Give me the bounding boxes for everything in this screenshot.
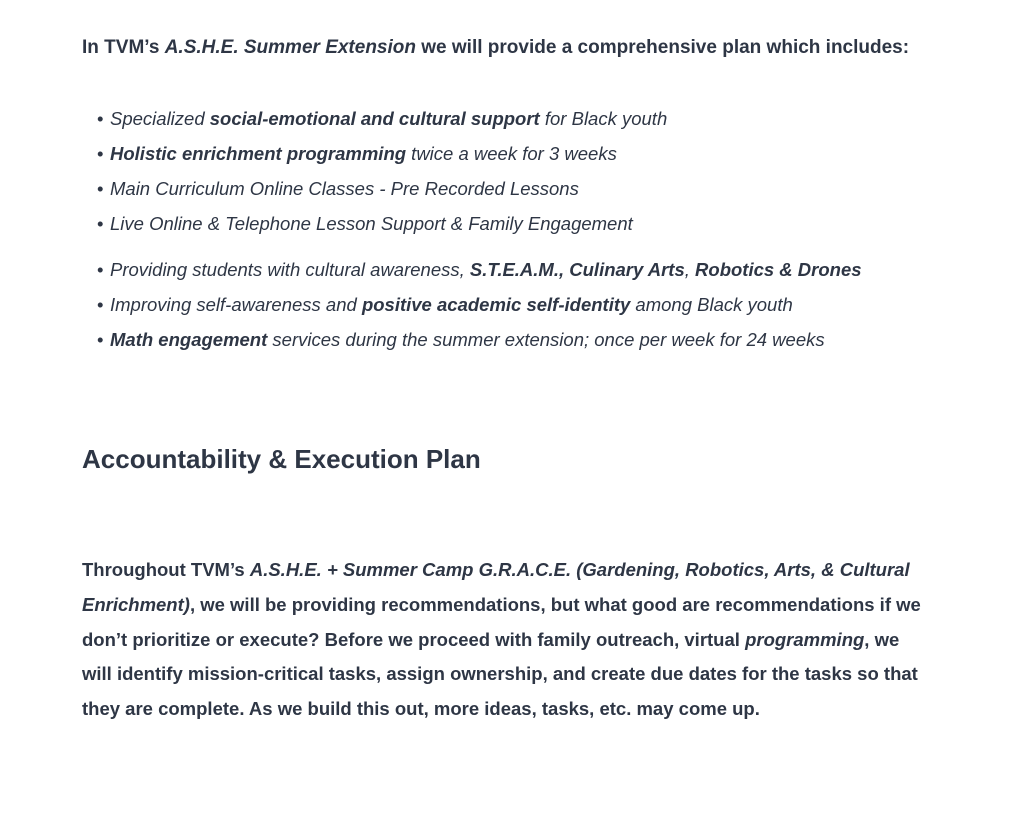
bullet-marker: •: [97, 108, 104, 129]
list-item: [97, 176, 579, 202]
list-item: [97, 106, 667, 132]
list-item: [97, 327, 825, 353]
bullet-text-bold: Robotics & Drones: [695, 259, 862, 280]
paragraph-text-italic: programming: [745, 628, 865, 650]
bullet-text: twice a week for 3 weeks: [406, 143, 617, 164]
bullet-text-bold: Math engagement: [110, 329, 268, 350]
bullet-marker: •: [97, 294, 104, 315]
bullet-marker: •: [97, 178, 104, 199]
bullet-marker: •: [97, 213, 104, 234]
list-item: [97, 141, 617, 167]
list-item: [97, 211, 633, 237]
list-item: [97, 292, 793, 318]
intro-program-name: A.S.H.E. Summer Extension: [164, 37, 416, 58]
bullet-text: services during the summer extension; once per week for 24 weeks: [267, 329, 825, 350]
intro-sentence: [82, 36, 982, 60]
bullet-text-bold: social-emotional and cultural support: [209, 108, 540, 129]
accountability-paragraph: [82, 553, 922, 727]
bullet-text: Improving self-awareness and: [110, 294, 362, 315]
intro-text-3: we will provide a comprehensive plan which includes:: [416, 37, 910, 58]
paragraph-text: , we will identify mission-critical tasks, assign ownership, and create due dates for the tasks so that they are complete. As we build this out, more ideas, tasks, etc. may come up.: [82, 628, 918, 720]
bullet-text-bold: Holistic enrichment programming: [110, 143, 407, 164]
list-item: [97, 257, 862, 283]
bullet-text: Main Curriculum Online Classes - Pre Recorded Lessons: [110, 178, 579, 199]
bullet-text: ,: [684, 259, 696, 280]
bullet-marker: •: [97, 329, 104, 350]
bullet-text: Specialized: [110, 108, 210, 129]
bullet-text-bold: S.T.E.A.M., Culinary Arts: [469, 259, 685, 280]
paragraph-text-italic: A.S.H.E. + Summer Camp G.R.A.C.E. (Gardening, Robotics, Arts, & Cultural Enrichment): [82, 559, 910, 615]
intro-text-1: In TVM’s: [82, 37, 165, 58]
paragraph-text: , we will be providing recommendations, but what good are recommendations if we don’t prioritize or execute? Before we proceed with family outreach, virtual: [82, 593, 921, 650]
bullet-marker: •: [97, 259, 104, 280]
bullet-text: among Black youth: [630, 294, 793, 315]
bullet-marker: •: [97, 143, 104, 164]
bullet-text: for Black youth: [539, 108, 668, 129]
bullet-text: Providing students with cultural awareness,: [110, 259, 470, 280]
paragraph-text: Throughout TVM’s: [82, 559, 250, 580]
bullet-text: Live Online & Telephone Lesson Support & Family Engagement: [110, 213, 633, 234]
section-heading: Accountability & Execution Plan: [82, 444, 481, 474]
bullet-text-bold: positive academic self-identity: [361, 294, 631, 315]
